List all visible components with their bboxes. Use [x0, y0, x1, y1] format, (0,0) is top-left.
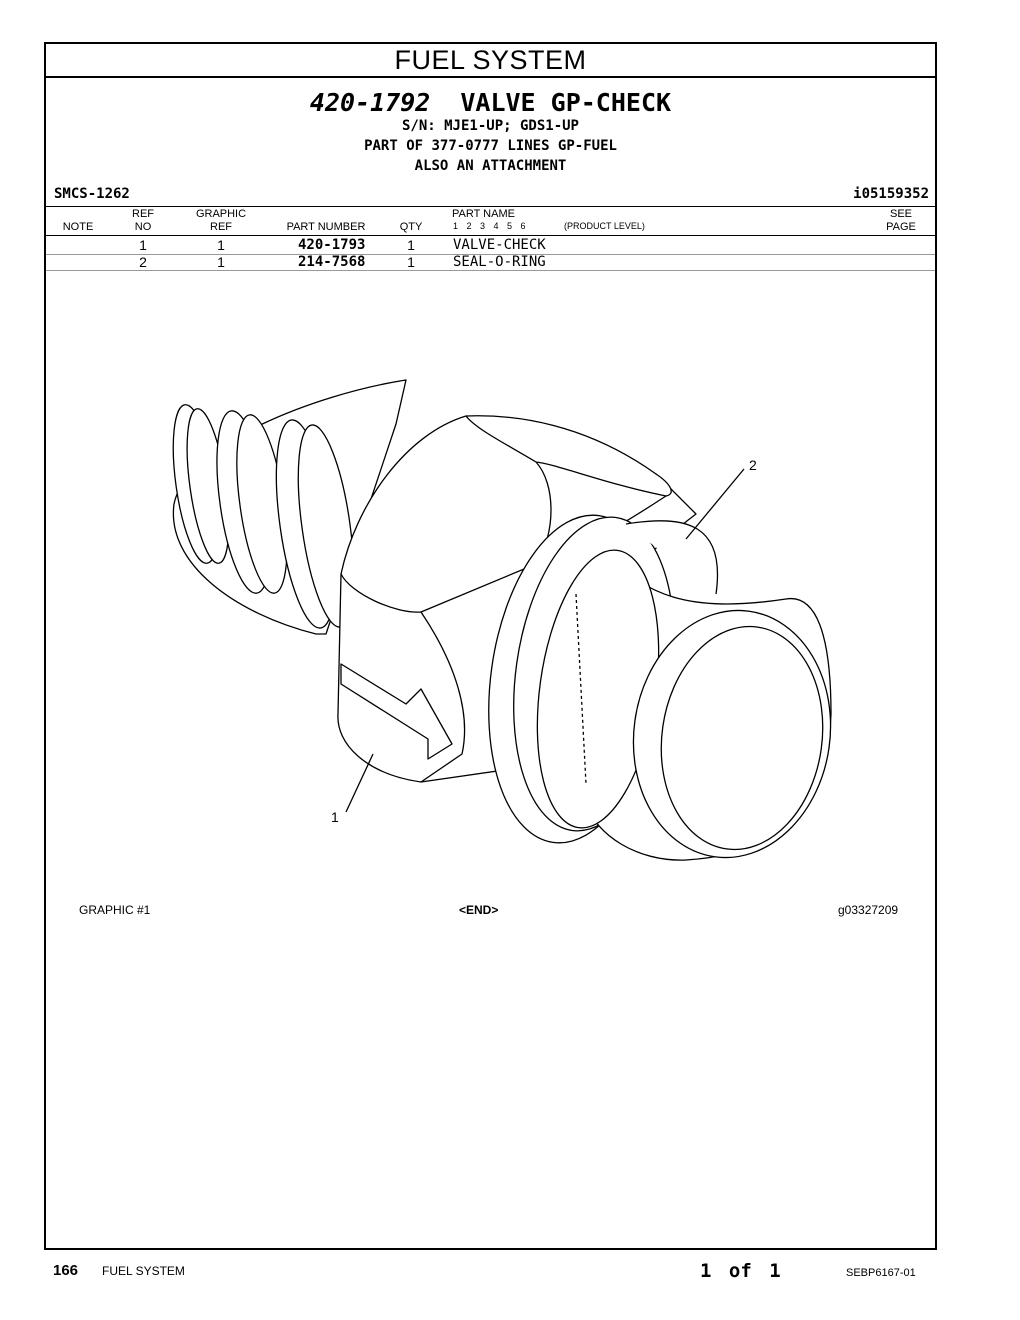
valve-check-drawing: [166, 334, 846, 874]
row-2-part-name: SEAL-O-RING: [453, 254, 546, 270]
group-name: VALVE GP-CHECK: [460, 88, 672, 117]
row-2-ref: 2: [139, 254, 147, 270]
page-of-count: 1 of 1: [700, 1260, 781, 1282]
row-2-part-number: 214-7568: [298, 254, 366, 270]
section-title: FUEL SYSTEM: [394, 45, 587, 75]
header-qty: QTY: [399, 221, 423, 233]
row-2-qty: 1: [407, 254, 415, 270]
serial-range: S/N: MJE1-UP; GDS1-UP: [401, 118, 579, 134]
section-title-bar: [46, 44, 935, 78]
header-note: NOTE: [62, 221, 94, 233]
attachment-note: ALSO AN ATTACHMENT: [414, 158, 567, 174]
group-number: 420-1792: [309, 88, 431, 117]
callout-label-2: 2: [749, 457, 757, 473]
table-header-top-rule: [46, 206, 935, 207]
page-number: 166: [53, 1262, 79, 1279]
header-see: SEE: [889, 208, 912, 220]
header-part-name: PART NAME: [452, 208, 515, 220]
page-frame: [44, 42, 937, 1250]
row-1-qty: 1: [407, 237, 415, 253]
row-1-graphic-ref: 1: [217, 237, 225, 253]
row-1-part-number: 420-1793: [298, 237, 366, 253]
part-of-line: PART OF 377-0777 LINES GP-FUEL: [364, 138, 617, 154]
header-levels: 1 2 3 4 5 6: [453, 221, 526, 231]
header-graphic-ref: REF: [210, 221, 232, 233]
right-stem: [521, 542, 846, 870]
end-marker: <END>: [459, 903, 499, 917]
header-see-page: PAGE: [886, 221, 916, 233]
table-header-bottom-rule: [46, 235, 935, 236]
graphic-id: g03327209: [838, 903, 899, 917]
group-heading: [46, 88, 935, 117]
header-ref: REF: [132, 208, 154, 220]
row-1-part-name: VALVE-CHECK: [453, 237, 546, 253]
header-graphic: GRAPHIC: [195, 208, 247, 220]
row-separator: [46, 270, 935, 271]
callout-leader-2: [686, 469, 744, 539]
callout-label-1: 1: [331, 809, 339, 825]
row-1-ref: 1: [139, 237, 147, 253]
document-code: SEBP6167-01: [846, 1267, 916, 1279]
illustration-id: i05159352: [853, 186, 929, 202]
header-product-level: (PRODUCT LEVEL): [564, 221, 645, 231]
header-ref-no: NO: [134, 221, 152, 233]
smcs-code: SMCS-1262: [54, 186, 130, 202]
graphic-label: GRAPHIC #1: [79, 903, 151, 917]
row-2-graphic-ref: 1: [217, 254, 225, 270]
footer-section: FUEL SYSTEM: [102, 1264, 185, 1278]
header-part-number: PART NUMBER: [286, 221, 366, 233]
callout-leader-1: [346, 754, 373, 812]
